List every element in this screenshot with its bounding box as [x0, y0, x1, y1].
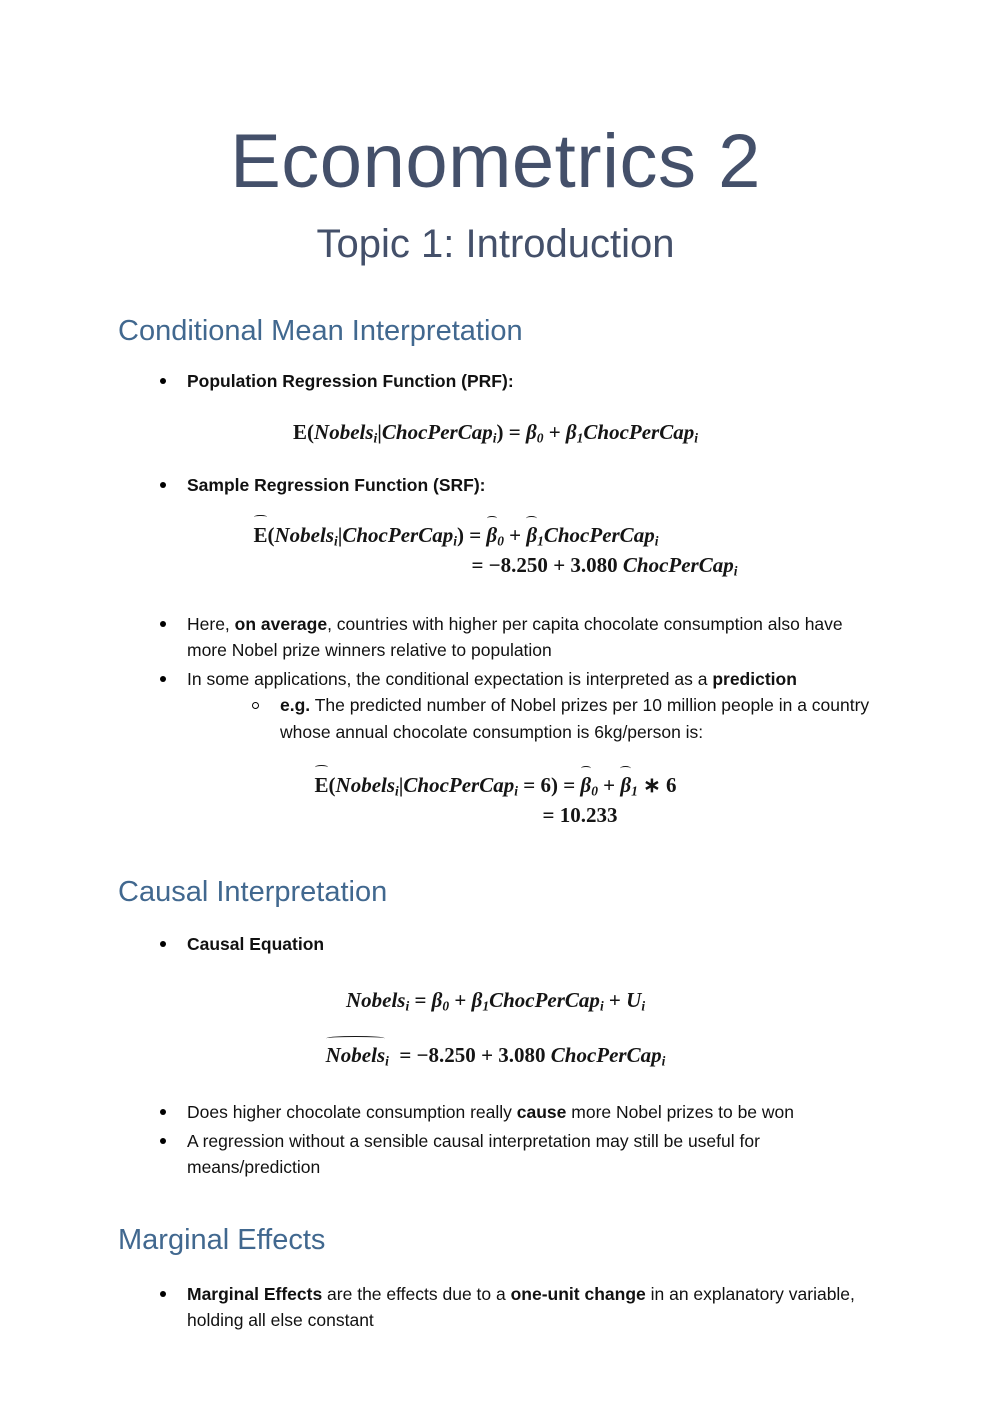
- eq-prf-sub-i3: i: [694, 430, 698, 446]
- sub-bullet-list-example: [187, 692, 881, 745]
- eq-fitted-equals: =: [399, 1043, 412, 1068]
- eq-srf-E-hat: E: [254, 521, 268, 551]
- eq-srf2-sub-i: i: [733, 563, 738, 579]
- eq-pred-pipe: |: [398, 773, 404, 798]
- eq-causal-choc: ChocPerCap: [489, 987, 600, 1012]
- eq-srf-lparen: (: [267, 522, 275, 547]
- list-item-on-average: [155, 611, 881, 664]
- eq-pred2-equals: =: [542, 803, 555, 828]
- eq-causal-sub-i1: i: [405, 998, 410, 1014]
- pred-text-bold: prediction: [712, 668, 797, 689]
- useful-text: A regression without a sensible causal interpretation may still be useful for means/prediction: [187, 1130, 760, 1178]
- list-item-causal-equation: [155, 931, 881, 958]
- eq-fitted-sub-i2: i: [661, 1053, 666, 1069]
- eq-prf-sub-i2: i: [492, 430, 497, 446]
- bullet-list-causal: [0, 931, 991, 958]
- page-subtitle: Topic 1: Introduction: [316, 222, 675, 266]
- eq-srf-pipe: |: [337, 522, 343, 547]
- eq-fitted-choc: ChocPerCap: [550, 1043, 662, 1068]
- eq-prf-E: E: [293, 420, 308, 445]
- equation-srf: [0, 521, 991, 581]
- eq-fitted-nobels-hat: Nobels: [326, 1041, 386, 1071]
- eq-pred-sub-i1: i: [395, 783, 399, 799]
- eq-pred-choc: ChocPerCap: [403, 773, 515, 798]
- list-item-example: [247, 692, 881, 745]
- eq-srf2-choc: ChocPerCap: [622, 552, 734, 577]
- eq-pred-E-hat: E: [315, 771, 329, 801]
- eq-srf-nobels: Nobels: [274, 522, 335, 547]
- eq-srf-sub-i2: i: [453, 533, 457, 549]
- eq-srf-choc1: ChocPerCap: [342, 522, 454, 547]
- eq-prf-choc1: ChocPerCap: [381, 420, 493, 445]
- eq-pred-inner-equals: =: [523, 773, 536, 798]
- eq-causal-plus1: +: [454, 987, 467, 1012]
- eq-pred-sub-i2: i: [514, 783, 518, 799]
- cause-text-bold: cause: [516, 1102, 567, 1123]
- eq-srf-sub-i3: i: [654, 533, 659, 549]
- eq-pred-input: 6: [540, 773, 551, 798]
- eq-fitted-sub-i1: i: [385, 1053, 389, 1069]
- list-item-srf: [155, 472, 881, 499]
- page-title: Econometrics 2: [230, 119, 761, 204]
- equation-causal: [0, 986, 991, 1016]
- eq-srf2-slope: 3.080: [570, 552, 618, 577]
- eq-fitted-plus: +: [481, 1043, 494, 1068]
- eq-prf-beta1: β: [565, 420, 577, 445]
- eq-prf-equals: =: [508, 420, 521, 445]
- eq-srf-sub-1: 1: [537, 533, 544, 549]
- eq-causal-plus2: +: [608, 987, 621, 1012]
- eq-causal-beta0: β: [431, 987, 443, 1012]
- eq-prf-sub-1: 1: [576, 430, 584, 446]
- bullet-list-interpretation: [0, 611, 991, 746]
- eq-causal-sub-1: 1: [482, 998, 490, 1014]
- bullet-list-conditional-mean: [0, 368, 991, 395]
- eq-pred-equals: =: [563, 773, 576, 798]
- eq-pred-times: ∗: [643, 773, 661, 798]
- eq-prf-rparen: ): [496, 420, 504, 445]
- eq-prf-pipe: |: [377, 420, 382, 445]
- list-item-cause-question: [155, 1099, 881, 1126]
- section-heading-marginal-effects: Marginal Effects: [118, 1224, 326, 1256]
- eq-srf-equals: =: [469, 522, 482, 547]
- eq-srf-sub-i1: i: [334, 533, 338, 549]
- eq-pred-plus: +: [603, 773, 616, 798]
- eq-pred-sub-1: 1: [631, 783, 638, 799]
- list-item-useful-regression: [155, 1128, 881, 1181]
- bullet-list-srf: [0, 472, 991, 499]
- eq-pred-beta1-hat: β: [620, 771, 631, 801]
- eq-pred-lparen: (: [328, 773, 336, 798]
- eq-fitted-intercept: −8.250: [416, 1043, 476, 1068]
- list-item-marginal-effects-definition: [155, 1281, 881, 1334]
- srf-label: Sample Regression Function (SRF):: [187, 475, 486, 496]
- eq-prf-lparen: (: [307, 420, 315, 445]
- eq-pred-nobels: Nobels: [335, 773, 396, 798]
- eq-prf-sub-0: 0: [536, 430, 544, 446]
- eq-srf2-intercept: −8.250: [488, 552, 548, 577]
- list-item-prediction: [155, 666, 881, 746]
- me-bold-2: one-unit change: [510, 1283, 646, 1304]
- eq-pred2-result: 10.233: [559, 803, 618, 828]
- avg-text-before: Here,: [187, 613, 235, 634]
- eq-srf-sub-0: 0: [497, 533, 504, 549]
- eq-srf-plus: +: [509, 522, 522, 547]
- eq-srf-beta1-hat: β: [526, 521, 537, 551]
- eq-pred-sub-0: 0: [591, 783, 598, 799]
- equation-prf: [0, 418, 991, 448]
- eq-srf-choc2: ChocPerCap: [543, 522, 655, 547]
- eq-prf-plus: +: [548, 420, 561, 445]
- equation-fitted: [0, 1041, 991, 1071]
- eq-srf2-equals: =: [471, 552, 484, 577]
- pred-text-before: In some applications, the conditional expectation is interpreted as a: [187, 668, 713, 689]
- bullet-list-causal-questions: [0, 1099, 991, 1181]
- cause-text-before: Does higher chocolate consumption really: [187, 1102, 517, 1123]
- cause-text-after: more Nobel prizes to be won: [566, 1102, 795, 1123]
- eq-srf-rparen: ): [456, 522, 464, 547]
- eq-pred-rparen: ): [550, 773, 558, 798]
- eq-pred-beta0-hat: β: [580, 771, 591, 801]
- eq-causal-U: U: [626, 987, 642, 1012]
- equation-prediction: [0, 771, 991, 831]
- section-heading-conditional-mean: Conditional Mean Interpretation: [118, 315, 523, 347]
- me-after-text: in an explanatory variable, holding all else constant: [187, 1283, 855, 1331]
- eq-causal-sub-i2: i: [599, 998, 604, 1014]
- eg-text: The predicted number of Nobel prizes per 10 million people in a country whose annual chocolate consumption is 6kg/person is:: [280, 695, 870, 742]
- list-item-prf: [155, 368, 881, 395]
- eq-prf-sub-i1: i: [373, 430, 378, 446]
- eg-label: e.g.: [280, 695, 311, 716]
- me-mid-text: are the effects due to a: [322, 1283, 511, 1304]
- avg-text-after: , countries with higher per capita chocolate consumption also have more Nobel prize winners relative to population: [187, 613, 843, 661]
- eq-pred-six: 6: [665, 773, 677, 798]
- eq-causal-sub-i3: i: [641, 998, 646, 1014]
- me-bold-1: Marginal Effects: [187, 1283, 323, 1304]
- eq-causal-beta1: β: [471, 987, 483, 1012]
- prf-label: Population Regression Function (PRF):: [187, 370, 514, 391]
- eq-prf-nobels: Nobels: [314, 420, 374, 445]
- eq-causal-nobels: Nobels: [345, 987, 406, 1012]
- bullet-list-marginal-effects: [0, 1281, 991, 1334]
- avg-text-bold: on average: [234, 613, 328, 634]
- causal-equation-label: Causal Equation: [187, 934, 325, 954]
- eq-srf2-plus: +: [553, 552, 566, 577]
- eq-causal-equals: =: [414, 987, 427, 1012]
- eq-srf-beta0-hat: β: [486, 521, 497, 551]
- section-heading-causal: Causal Interpretation: [118, 876, 388, 909]
- eq-fitted-slope: 3.080: [498, 1043, 546, 1068]
- eq-causal-sub-0: 0: [442, 998, 450, 1014]
- eq-prf-beta0: β: [525, 420, 537, 445]
- eq-prf-choc2: ChocPerCap: [583, 420, 695, 445]
